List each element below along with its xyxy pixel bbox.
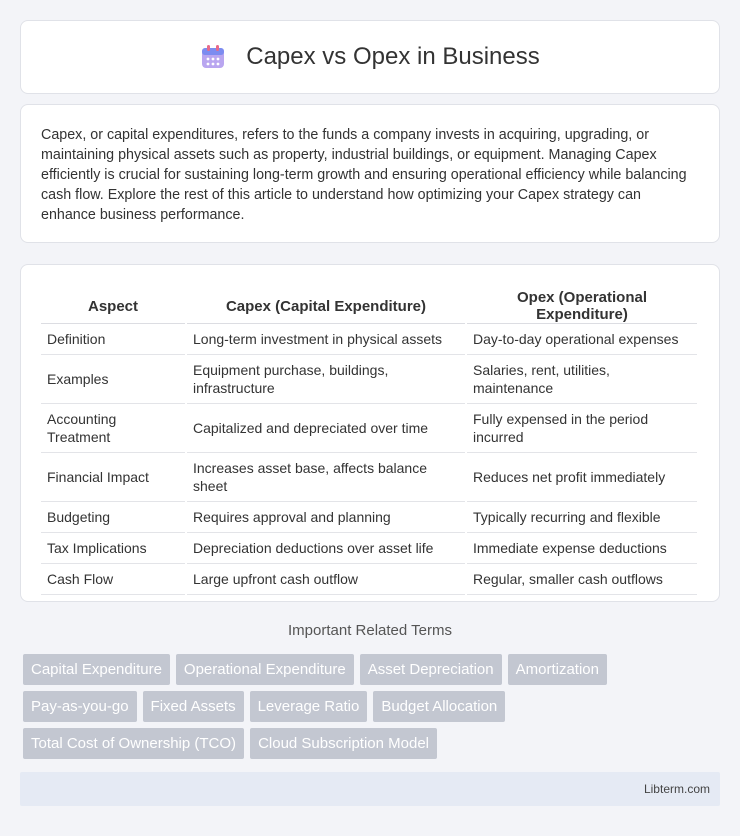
header-capex: Capex (Capital Expenditure) <box>187 285 465 324</box>
footer-link[interactable]: Libterm.com <box>643 782 710 796</box>
tag-pay-as-you-go[interactable]: Pay-as-you-go <box>23 691 137 722</box>
table-row <box>41 453 697 502</box>
row-opex: Salaries, rent, utilities, maintenance <box>467 355 697 404</box>
tag-amortization[interactable]: Amortization <box>508 654 607 685</box>
comparison-table-card <box>20 264 720 602</box>
table-row <box>41 564 697 595</box>
related-terms-list <box>23 654 723 765</box>
tag-operational-expenditure[interactable]: Operational Expenditure <box>176 654 354 685</box>
table-row <box>41 355 697 404</box>
table-header-row <box>41 285 697 324</box>
tag-fixed-assets[interactable]: Fixed Assets <box>143 691 244 722</box>
row-capex: Capitalized and depreciated over time <box>187 404 465 453</box>
header-opex: Opex (Operational Expenditure) <box>467 285 697 324</box>
row-opex: Fully expensed in the period incurred <box>467 404 697 453</box>
header-card <box>20 20 720 94</box>
table-row <box>41 502 697 533</box>
row-opex: Day-to-day operational expenses <box>467 324 697 355</box>
row-aspect: Examples <box>41 355 185 404</box>
tag-leverage-ratio[interactable]: Leverage Ratio <box>250 691 368 722</box>
tag-budget-allocation[interactable]: Budget Allocation <box>373 691 505 722</box>
row-capex: Large upfront cash outflow <box>187 564 465 595</box>
row-aspect: Budgeting <box>41 502 185 533</box>
intro-text: Capex, or capital expenditures, refers to the funds a company invests in acquiring, upgrading, or maintaining physical assets such as property, industrial buildings, or equipment. Managing Capex efficiently is crucial for sustaining long-term growth and ensuring operational efficiency while balancing cash flow. Explore the rest of this article to understand how optimizing your Capex strategy can enhance business performance. <box>41 127 687 223</box>
intro-card <box>20 104 720 243</box>
tag-capital-expenditure[interactable]: Capital Expenditure <box>23 654 170 685</box>
row-aspect: Cash Flow <box>41 564 185 595</box>
tag-asset-depreciation[interactable]: Asset Depreciation <box>360 654 502 685</box>
page-title: Capex vs Opex in Business <box>246 43 540 70</box>
row-capex: Depreciation deductions over asset life <box>187 533 465 564</box>
row-opex: Typically recurring and flexible <box>467 502 697 533</box>
row-opex: Reduces net profit immediately <box>467 453 697 502</box>
footer <box>20 772 720 806</box>
row-aspect: Tax Implications <box>41 533 185 564</box>
row-aspect: Definition <box>41 324 185 355</box>
header-aspect: Aspect <box>41 285 185 324</box>
row-opex: Immediate expense deductions <box>467 533 697 564</box>
row-capex: Requires approval and planning <box>187 502 465 533</box>
table-row <box>41 533 697 564</box>
row-aspect: Accounting Treatment <box>41 404 185 453</box>
table-row <box>41 404 697 453</box>
calendar-icon <box>200 44 226 70</box>
row-capex: Long-term investment in physical assets <box>187 324 465 355</box>
comparison-table <box>39 285 699 595</box>
row-capex: Increases asset base, affects balance sheet <box>187 453 465 502</box>
row-aspect: Financial Impact <box>41 453 185 502</box>
row-opex: Regular, smaller cash outflows <box>467 564 697 595</box>
tag-total-cost-of-ownership[interactable]: Total Cost of Ownership (TCO) <box>23 728 244 759</box>
table-row <box>41 324 697 355</box>
tag-cloud-subscription-model[interactable]: Cloud Subscription Model <box>250 728 437 759</box>
related-terms-title: Important Related Terms <box>288 622 452 639</box>
row-capex: Equipment purchase, buildings, infrastructure <box>187 355 465 404</box>
